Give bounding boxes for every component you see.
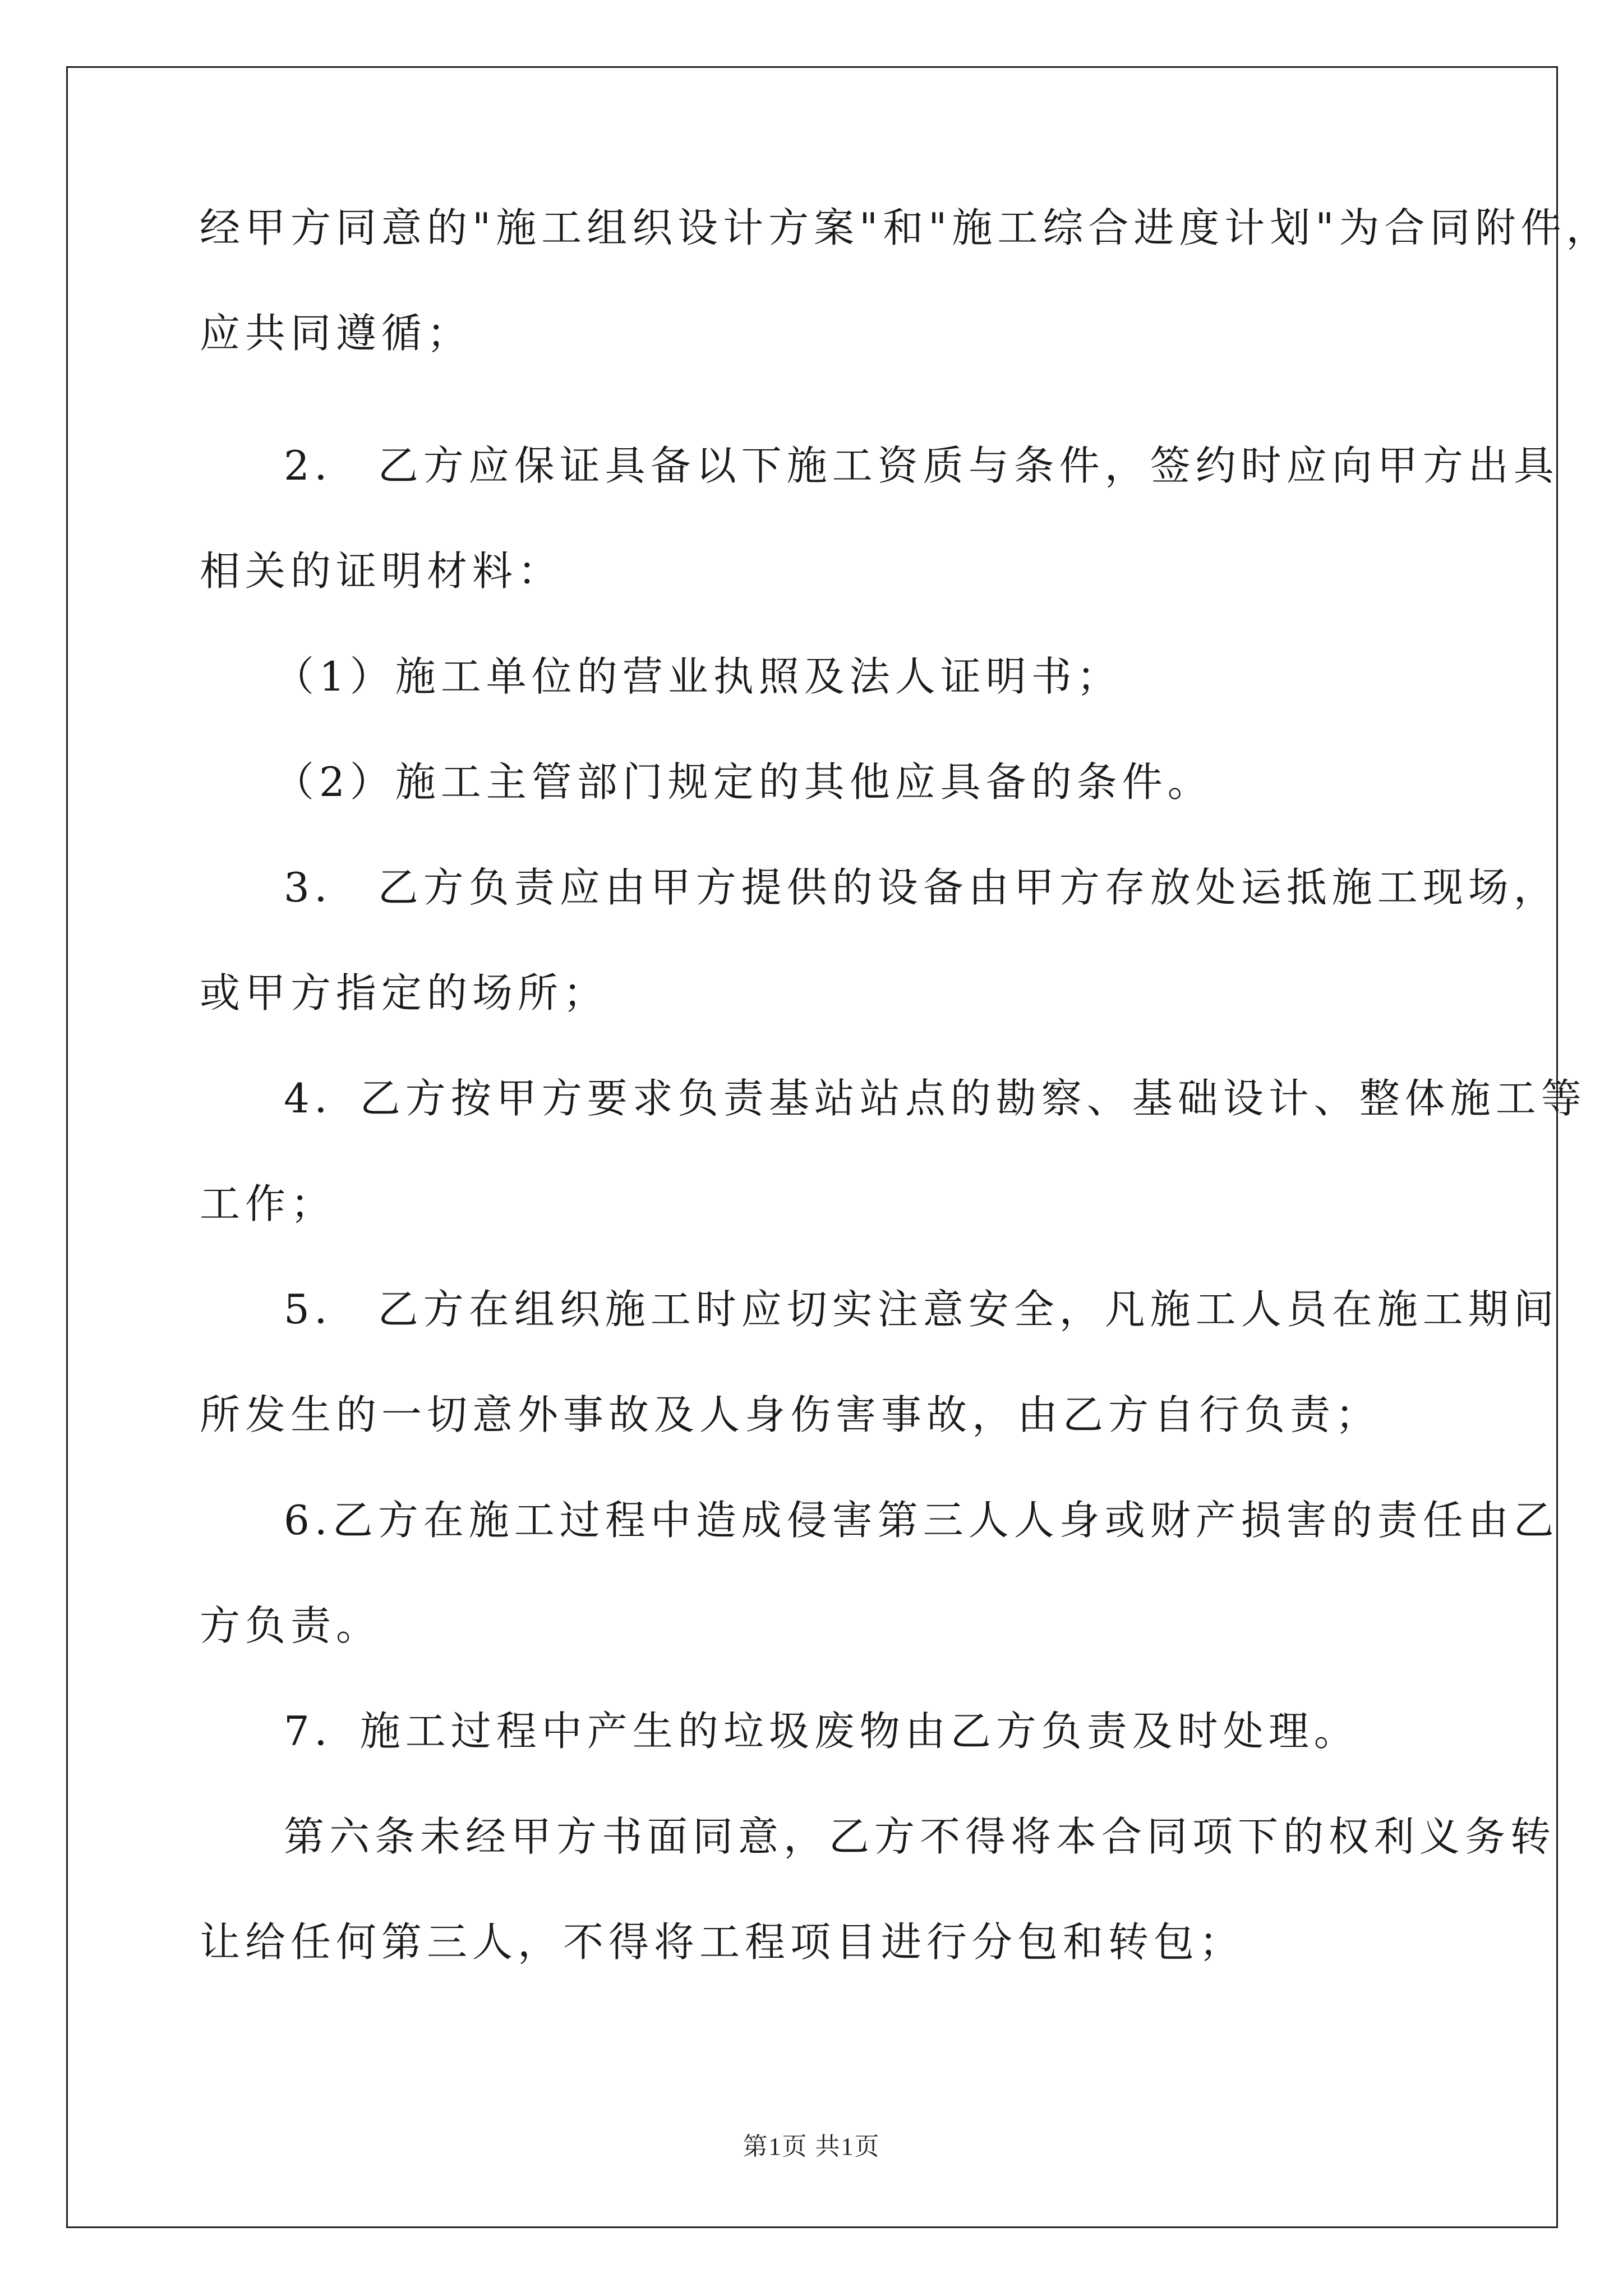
text-line: （2）施工主管部门规定的其他应具备的条件。: [274, 758, 1213, 806]
text-line: 相关的证明材料：: [200, 547, 564, 595]
text-line: 4．乙方按甲方要求负责基站站点的勘察、基础设计、整体施工等: [284, 1075, 1587, 1122]
text-line: 6.乙方在施工过程中造成侵害第三人人身或财产损害的责任由乙: [284, 1497, 1559, 1544]
text-line: 5． 乙方在组织施工时应切实注意安全，凡施工人员在施工期间: [284, 1286, 1559, 1333]
text-line: 7．施工过程中产生的垃圾废物由乙方负责及时处理。: [284, 1708, 1359, 1755]
text-line: 经甲方同意的"施工组织设计方案"和"施工综合进度计划"为合同附件，: [200, 204, 1612, 251]
text-line: 工作；: [200, 1180, 336, 1227]
text-line: 或甲方指定的场所；: [200, 969, 609, 1016]
text-line: 方负责。: [200, 1602, 382, 1649]
text-line: 3． 乙方负责应由甲方提供的设备由甲方存放处运抵施工现场，: [284, 864, 1559, 911]
text-line: 第六条未经甲方书面同意，乙方不得将本合同项下的权利义务转: [284, 1813, 1556, 1860]
text-line: 所发生的一切意外事故及人身伤害事故，由乙方自行负责；: [200, 1391, 1381, 1438]
page-number-footer: 第1页 共1页: [743, 2133, 880, 2160]
text-line: 让给任何第三人，不得将工程项目进行分包和转包；: [200, 1918, 1245, 1966]
text-line: 2． 乙方应保证具备以下施工资质与条件，签约时应向甲方出具: [284, 442, 1559, 489]
text-line: 应共同遵循；: [200, 310, 473, 357]
text-line: （1）施工单位的营业执照及法人证明书；: [274, 653, 1122, 700]
page-border: [66, 66, 1558, 2228]
